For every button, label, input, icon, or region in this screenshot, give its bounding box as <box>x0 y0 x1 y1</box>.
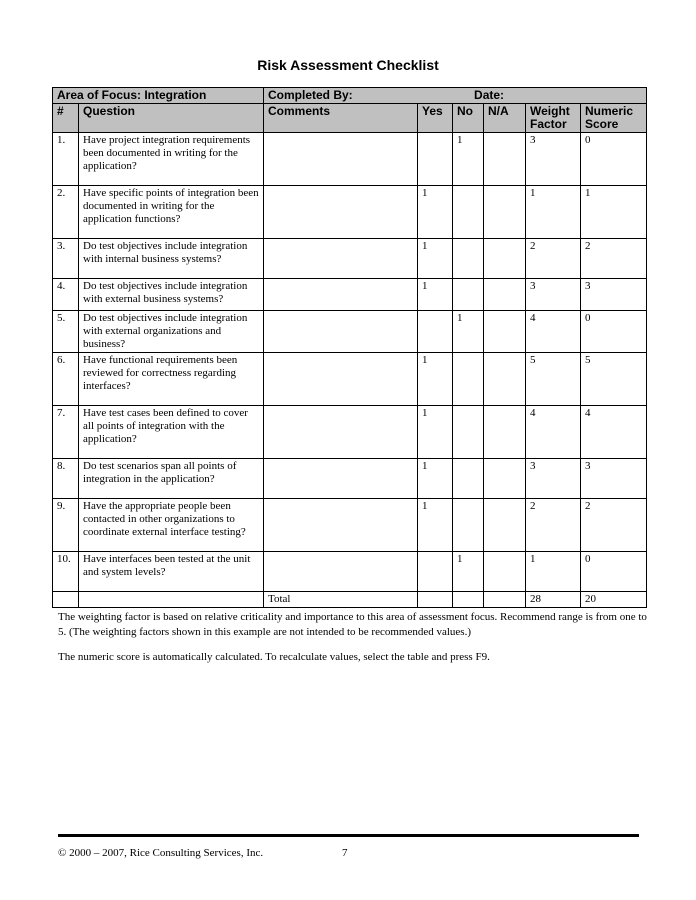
total-row <box>53 592 647 608</box>
risk-checklist-table <box>52 87 647 608</box>
row-weight[interactable]: 2 <box>526 499 581 552</box>
row-score: 1 <box>581 186 647 239</box>
row-yes[interactable] <box>418 133 453 186</box>
table-row <box>53 353 647 406</box>
table-row <box>53 186 647 239</box>
row-na[interactable] <box>484 133 526 186</box>
row-no[interactable]: 1 <box>453 133 484 186</box>
row-num: 10. <box>53 552 79 592</box>
table-row <box>53 239 647 279</box>
header-row-columns <box>53 104 647 133</box>
row-na[interactable] <box>484 311 526 353</box>
row-score: 0 <box>581 311 647 353</box>
row-na[interactable] <box>484 279 526 311</box>
row-no[interactable]: 1 <box>453 311 484 353</box>
row-question: Have functional requirements been reviewed for correctness regarding interfaces? <box>79 353 264 406</box>
row-yes[interactable]: 1 <box>418 186 453 239</box>
row-no[interactable] <box>453 353 484 406</box>
row-yes[interactable]: 1 <box>418 279 453 311</box>
row-no[interactable] <box>453 459 484 499</box>
row-num: 7. <box>53 406 79 459</box>
completed-by-label: Completed By: <box>268 88 353 102</box>
row-num: 5. <box>53 311 79 353</box>
total-empty-num <box>53 592 79 608</box>
row-yes[interactable] <box>418 311 453 353</box>
row-num: 1. <box>53 133 79 186</box>
row-num: 9. <box>53 499 79 552</box>
row-comments[interactable] <box>264 459 418 499</box>
row-no[interactable] <box>453 186 484 239</box>
row-num: 2. <box>53 186 79 239</box>
row-score: 0 <box>581 552 647 592</box>
row-question: Do test objectives include integration with external business systems? <box>79 279 264 311</box>
col-header-score: Numeric Score <box>581 104 647 133</box>
row-weight[interactable]: 2 <box>526 239 581 279</box>
row-na[interactable] <box>484 499 526 552</box>
row-na[interactable] <box>484 552 526 592</box>
row-num: 4. <box>53 279 79 311</box>
row-weight[interactable]: 1 <box>526 552 581 592</box>
area-of-focus-label: Area of Focus: Integration <box>53 88 264 104</box>
row-question: Do test scenarios span all points of integration in the application? <box>79 459 264 499</box>
row-yes[interactable] <box>418 552 453 592</box>
row-yes[interactable]: 1 <box>418 239 453 279</box>
row-no[interactable] <box>453 499 484 552</box>
row-yes[interactable]: 1 <box>418 406 453 459</box>
row-na[interactable] <box>484 239 526 279</box>
row-comments[interactable] <box>264 406 418 459</box>
row-comments[interactable] <box>264 279 418 311</box>
row-question: Have the appropriate people been contacted in other organizations to coordinate external interface testing? <box>79 499 264 552</box>
row-no[interactable] <box>453 406 484 459</box>
row-weight[interactable]: 3 <box>526 133 581 186</box>
row-yes[interactable]: 1 <box>418 353 453 406</box>
recalculate-note: The numeric score is automatically calculated. To recalculate values, select the table and press F9. <box>58 651 490 663</box>
row-no[interactable] <box>453 279 484 311</box>
total-label: Total <box>264 592 418 608</box>
row-score: 0 <box>581 133 647 186</box>
row-weight[interactable]: 4 <box>526 311 581 353</box>
total-empty-no <box>453 592 484 608</box>
row-comments[interactable] <box>264 239 418 279</box>
col-header-na: N/A <box>484 104 526 133</box>
row-score: 3 <box>581 279 647 311</box>
row-question: Have specific points of integration been documented in writing for the application functions? <box>79 186 264 239</box>
row-no[interactable] <box>453 239 484 279</box>
col-header-weight: Weight Factor <box>526 104 581 133</box>
weighting-note: The weighting factor is based on relative criticality and importance to this area of assessment focus. Recommend range is from one to 5. (The weighting factors shown in this example are not intended to be recommended values.) <box>58 611 647 638</box>
row-score: 4 <box>581 406 647 459</box>
table-row <box>53 552 647 592</box>
footer-copyright: © 2000 – 2007, Rice Consulting Services, Inc. <box>58 847 264 859</box>
row-comments[interactable] <box>264 353 418 406</box>
table-row <box>53 459 647 499</box>
row-weight[interactable]: 3 <box>526 459 581 499</box>
row-score: 2 <box>581 239 647 279</box>
total-score: 20 <box>581 592 647 608</box>
header-row-meta <box>53 88 647 104</box>
col-header-comments: Comments <box>264 104 418 133</box>
table-row <box>53 499 647 552</box>
table-row <box>53 311 647 353</box>
row-comments[interactable] <box>264 499 418 552</box>
col-header-num: # <box>53 104 79 133</box>
page-title: Risk Assessment Checklist <box>257 57 439 73</box>
row-na[interactable] <box>484 459 526 499</box>
col-header-question: Question <box>79 104 264 133</box>
row-question: Have test cases been defined to cover all points of integration with the application? <box>79 406 264 459</box>
row-question: Have interfaces been tested at the unit and system levels? <box>79 552 264 592</box>
row-comments[interactable] <box>264 552 418 592</box>
date-label: Date: <box>474 88 505 102</box>
footer-divider <box>58 834 639 837</box>
row-num: 8. <box>53 459 79 499</box>
row-yes[interactable]: 1 <box>418 459 453 499</box>
row-num: 6. <box>53 353 79 406</box>
row-score: 2 <box>581 499 647 552</box>
row-weight[interactable]: 3 <box>526 279 581 311</box>
total-empty-na <box>484 592 526 608</box>
total-empty-yes <box>418 592 453 608</box>
table-row <box>53 279 647 311</box>
row-comments[interactable] <box>264 133 418 186</box>
row-score: 3 <box>581 459 647 499</box>
completed-by-cell <box>264 88 647 104</box>
row-weight[interactable]: 4 <box>526 406 581 459</box>
row-na[interactable] <box>484 353 526 406</box>
row-na[interactable] <box>484 406 526 459</box>
row-question: Have project integration requirements been documented in writing for the application? <box>79 133 264 186</box>
row-weight[interactable]: 1 <box>526 186 581 239</box>
row-num: 3. <box>53 239 79 279</box>
row-question: Do test objectives include integration with external organizations and business? <box>79 311 264 353</box>
row-no[interactable]: 1 <box>453 552 484 592</box>
row-yes[interactable]: 1 <box>418 499 453 552</box>
row-comments[interactable] <box>264 311 418 353</box>
page-number: 7 <box>342 847 348 859</box>
row-na[interactable] <box>484 186 526 239</box>
row-question: Do test objectives include integration with internal business systems? <box>79 239 264 279</box>
row-weight[interactable]: 5 <box>526 353 581 406</box>
table-row <box>53 133 647 186</box>
total-empty-question <box>79 592 264 608</box>
row-comments[interactable] <box>264 186 418 239</box>
col-header-no: No <box>453 104 484 133</box>
total-weight: 28 <box>526 592 581 608</box>
table-row <box>53 406 647 459</box>
row-score: 5 <box>581 353 647 406</box>
col-header-yes: Yes <box>418 104 453 133</box>
